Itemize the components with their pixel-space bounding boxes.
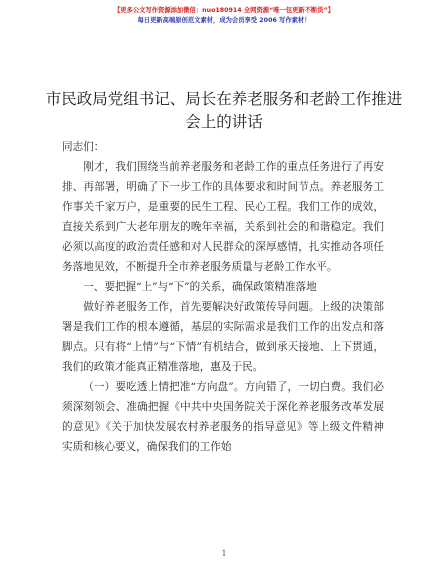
promo-line-2: 每日更新高端原创范文素材，成为会员享受 2006 写作素材！ <box>137 17 311 24</box>
greeting: 同志们： <box>62 141 105 153</box>
page-number: 1 <box>221 549 227 558</box>
paragraph: 做好养老服务工作，首先要解决好政策传导问题。上级的决策部署是我们工作的根本遵循，基层的实际需求是我们工作的出发点和落脚点。只有将“上情”与“下情”有机结合，做到承天接地、上下贯通，我们的政策才能真正精准落地，惠及于民。 <box>62 301 384 373</box>
document-body <box>62 137 384 457</box>
promo-line-1: 【更多公文写作资源添加微信：nuo180914 全网资源“唯一包更新不断货”】 <box>113 7 335 14</box>
paragraph: 刚才，我们围绕当前养老服务和老龄工作的重点任务进行了再安排、再部署，明确了下一步工作的具体要求和时间节点。养老服务工作事关千家万户，是重要的民生工程、民心工程。我们工作的成效，直接关系到广大老年朋友的晚年幸福，关系到社会的和谐稳定。我们必须以高度的政治责任感和对人民群众的深厚感情，扎实推动各项任务落地见效，不断提升全市养老服务质量与老龄工作水平。 <box>62 161 384 273</box>
subsection-paragraph: （一）要吃透上情把准“方向盘”。方向错了，一切白费。我们必须深刻领会、准确把握《中共中央国务院关于深化养老服务改革发展的意见》《关于加快发展农村养老服务的指导意见》等上级文件精神实质和核心要义，确保我们的工作始 <box>62 381 384 453</box>
document-title: 市民政局党组书记、局长在养老服务和老龄工作推进会上的讲话 <box>45 90 403 131</box>
promo-banner <box>0 6 448 26</box>
section-heading: 一、要把握“上”与“下”的关系，确保政策精准落地 <box>83 281 317 293</box>
